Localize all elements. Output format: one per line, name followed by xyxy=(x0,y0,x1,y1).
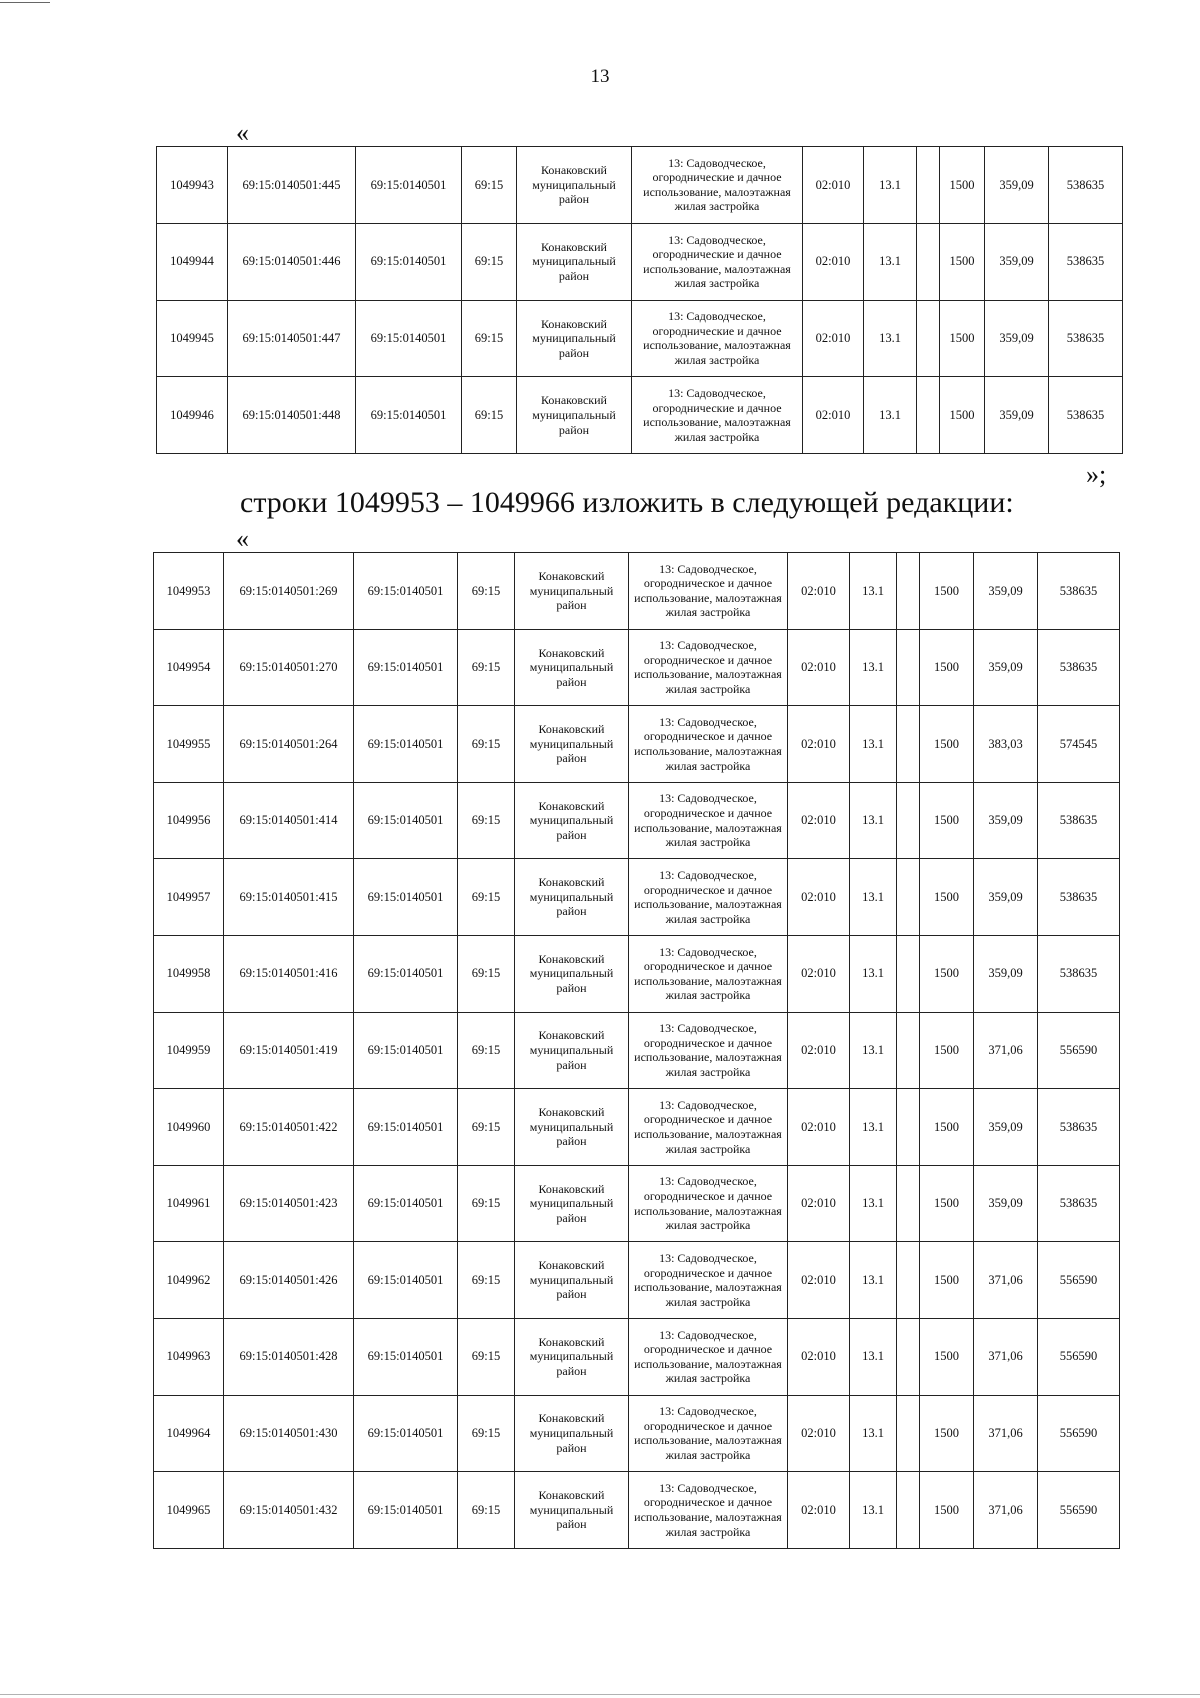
cadastral-value-cell: 538635 xyxy=(1038,553,1120,630)
table-row xyxy=(154,935,1120,1012)
cadastral-block-cell: 69:15:0140501 xyxy=(354,1395,458,1472)
municipality-cell: Конаковский муниципальный район xyxy=(515,1472,629,1549)
table-row xyxy=(154,706,1120,783)
municipality-cell: Конаковский муниципальный район xyxy=(515,1242,629,1319)
cadastral-number-cell: 69:15:0140501:269 xyxy=(224,553,354,630)
subgroup-cell: 13.1 xyxy=(850,1012,897,1089)
table-row xyxy=(154,1242,1120,1319)
area-cell: 1500 xyxy=(940,300,985,377)
table-row xyxy=(154,1089,1120,1166)
municipality-cell: Конаковский муниципальный район xyxy=(515,1165,629,1242)
valuation-group-cell: 02:010 xyxy=(803,300,864,377)
land-use-type-cell: 13: Садоводческое, огородническое и дачное использование, малоэтажная жилая застройка xyxy=(629,1165,788,1242)
subgroup-cell: 13.1 xyxy=(850,706,897,783)
page-number: 13 xyxy=(590,66,610,87)
cadastral-table-1 xyxy=(156,146,1123,454)
table-row xyxy=(154,1012,1120,1089)
cadastral-number-cell: 69:15:0140501:445 xyxy=(228,147,356,224)
row-number-cell: 1049964 xyxy=(154,1395,224,1472)
cadastral-value-cell: 556590 xyxy=(1038,1318,1120,1395)
municipality-cell: Конаковский муниципальный район xyxy=(515,629,629,706)
area-cell: 1500 xyxy=(920,1318,974,1395)
cadastral-value-cell: 538635 xyxy=(1038,782,1120,859)
municipality-cell: Конаковский муниципальный район xyxy=(515,1012,629,1089)
land-use-type-cell: 13: Садоводческое, огороднические и дачное использование, малоэтажная жилая застройка xyxy=(632,147,803,224)
table-row xyxy=(154,782,1120,859)
land-use-type-cell: 13: Садоводческое, огородническое и дачное использование, малоэтажная жилая застройка xyxy=(629,1089,788,1166)
cadastral-block-cell: 69:15:0140501 xyxy=(354,782,458,859)
cadastral-district-cell: 69:15 xyxy=(458,553,515,630)
row-number-cell: 1049954 xyxy=(154,629,224,706)
cadastral-value-cell: 556590 xyxy=(1038,1012,1120,1089)
subgroup-cell: 13.1 xyxy=(864,147,917,224)
municipality-cell: Конаковский муниципальный район xyxy=(515,1089,629,1166)
cadastral-block-cell: 69:15:0140501 xyxy=(354,706,458,783)
area-cell: 1500 xyxy=(920,706,974,783)
area-cell: 1500 xyxy=(920,629,974,706)
valuation-group-cell: 02:010 xyxy=(788,706,850,783)
specific-value-cell: 359,09 xyxy=(974,1165,1038,1242)
specific-value-cell: 371,06 xyxy=(974,1472,1038,1549)
subgroup-cell: 13.1 xyxy=(850,553,897,630)
scan-bottom-edge xyxy=(0,1694,1200,1695)
area-cell: 1500 xyxy=(920,553,974,630)
land-use-type-cell: 13: Садоводческое, огороднические и дачное использование, малоэтажная жилая застройка xyxy=(632,300,803,377)
area-cell: 1500 xyxy=(920,1165,974,1242)
cadastral-number-cell: 69:15:0140501:422 xyxy=(224,1089,354,1166)
valuation-group-cell: 02:010 xyxy=(788,935,850,1012)
cadastral-block-cell: 69:15:0140501 xyxy=(356,147,462,224)
subgroup-cell: 13.1 xyxy=(850,1395,897,1472)
subgroup-cell: 13.1 xyxy=(850,782,897,859)
subgroup-cell: 13.1 xyxy=(850,1318,897,1395)
municipality-cell: Конаковский муниципальный район xyxy=(515,1395,629,1472)
cadastral-block-cell: 69:15:0140501 xyxy=(354,629,458,706)
area-cell: 1500 xyxy=(940,223,985,300)
cadastral-number-cell: 69:15:0140501:430 xyxy=(224,1395,354,1472)
cadastral-value-cell: 556590 xyxy=(1038,1395,1120,1472)
opening-quote-1: « xyxy=(236,118,249,147)
cadastral-number-cell: 69:15:0140501:264 xyxy=(224,706,354,783)
area-cell: 1500 xyxy=(920,859,974,936)
cadastral-number-cell: 69:15:0140501:446 xyxy=(228,223,356,300)
cadastral-block-cell: 69:15:0140501 xyxy=(354,859,458,936)
row-number-cell: 1049956 xyxy=(154,782,224,859)
cadastral-district-cell: 69:15 xyxy=(458,1318,515,1395)
land-use-type-cell: 13: Садоводческое, огородническое и дачное использование, малоэтажная жилая застройка xyxy=(629,1395,788,1472)
area-cell: 1500 xyxy=(920,782,974,859)
cadastral-block-cell: 69:15:0140501 xyxy=(356,377,462,454)
cadastral-number-cell: 69:15:0140501:414 xyxy=(224,782,354,859)
specific-value-cell: 371,06 xyxy=(974,1242,1038,1319)
cadastral-number-cell: 69:15:0140501:423 xyxy=(224,1165,354,1242)
table-row xyxy=(157,300,1123,377)
area-cell: 1500 xyxy=(920,1089,974,1166)
valuation-group-cell: 02:010 xyxy=(788,1395,850,1472)
subgroup-cell: 13.1 xyxy=(850,1242,897,1319)
cadastral-table-2 xyxy=(153,552,1120,1549)
area-cell: 1500 xyxy=(920,1472,974,1549)
cadastral-block-cell: 69:15:0140501 xyxy=(354,1012,458,1089)
cadastral-district-cell: 69:15 xyxy=(458,1012,515,1089)
municipality-cell: Конаковский муниципальный район xyxy=(515,782,629,859)
cadastral-number-cell: 69:15:0140501:448 xyxy=(228,377,356,454)
row-number-cell: 1049960 xyxy=(154,1089,224,1166)
cadastral-district-cell: 69:15 xyxy=(458,782,515,859)
cadastral-district-cell: 69:15 xyxy=(462,147,517,224)
cadastral-block-cell: 69:15:0140501 xyxy=(354,553,458,630)
cadastral-district-cell: 69:15 xyxy=(458,1472,515,1549)
subgroup-cell: 13.1 xyxy=(850,859,897,936)
cadastral-block-cell: 69:15:0140501 xyxy=(354,1165,458,1242)
row-number-cell: 1049945 xyxy=(157,300,228,377)
cadastral-block-cell: 69:15:0140501 xyxy=(356,300,462,377)
subgroup-cell: 13.1 xyxy=(850,1165,897,1242)
valuation-group-cell: 02:010 xyxy=(788,1012,850,1089)
cadastral-number-cell: 69:15:0140501:416 xyxy=(224,935,354,1012)
blank-cell-cell xyxy=(917,300,940,377)
table-row xyxy=(154,1318,1120,1395)
row-number-cell: 1049944 xyxy=(157,223,228,300)
blank-cell-cell xyxy=(897,1242,920,1319)
specific-value-cell: 359,09 xyxy=(974,553,1038,630)
cadastral-district-cell: 69:15 xyxy=(458,1165,515,1242)
land-use-type-cell: 13: Садоводческое, огородническое и дачное использование, малоэтажная жилая застройка xyxy=(629,782,788,859)
cadastral-number-cell: 69:15:0140501:428 xyxy=(224,1318,354,1395)
valuation-group-cell: 02:010 xyxy=(788,1472,850,1549)
specific-value-cell: 359,09 xyxy=(985,147,1049,224)
land-use-type-cell: 13: Садоводческое, огородническое и дачное использование, малоэтажная жилая застройка xyxy=(629,859,788,936)
table1-body xyxy=(157,147,1123,454)
valuation-group-cell: 02:010 xyxy=(788,629,850,706)
cadastral-value-cell: 538635 xyxy=(1038,859,1120,936)
cadastral-number-cell: 69:15:0140501:415 xyxy=(224,859,354,936)
blank-cell-cell xyxy=(917,223,940,300)
specific-value-cell: 359,09 xyxy=(974,1089,1038,1166)
area-cell: 1500 xyxy=(920,1242,974,1319)
cadastral-district-cell: 69:15 xyxy=(458,1395,515,1472)
row-number-cell: 1049953 xyxy=(154,553,224,630)
cadastral-district-cell: 69:15 xyxy=(462,300,517,377)
valuation-group-cell: 02:010 xyxy=(788,1089,850,1166)
area-cell: 1500 xyxy=(940,377,985,454)
closing-quote: »; xyxy=(1086,460,1107,489)
specific-value-cell: 371,06 xyxy=(974,1012,1038,1089)
land-use-type-cell: 13: Садоводческое, огородническое и дачное использование, малоэтажная жилая застройка xyxy=(629,1242,788,1319)
cadastral-value-cell: 556590 xyxy=(1038,1242,1120,1319)
cadastral-number-cell: 69:15:0140501:270 xyxy=(224,629,354,706)
cadastral-block-cell: 69:15:0140501 xyxy=(354,1318,458,1395)
table-row xyxy=(154,629,1120,706)
cadastral-district-cell: 69:15 xyxy=(458,935,515,1012)
blank-cell-cell xyxy=(897,1318,920,1395)
table-row xyxy=(157,147,1123,224)
land-use-type-cell: 13: Садоводческое, огородническое и дачное использование, малоэтажная жилая застройка xyxy=(629,629,788,706)
blank-cell-cell xyxy=(897,859,920,936)
land-use-type-cell: 13: Садоводческое, огороднические и дачное использование, малоэтажная жилая застройка xyxy=(632,223,803,300)
municipality-cell: Конаковский муниципальный район xyxy=(515,706,629,783)
specific-value-cell: 371,06 xyxy=(974,1395,1038,1472)
cadastral-number-cell: 69:15:0140501:426 xyxy=(224,1242,354,1319)
cadastral-block-cell: 69:15:0140501 xyxy=(354,1089,458,1166)
table-row xyxy=(154,859,1120,936)
row-number-cell: 1049965 xyxy=(154,1472,224,1549)
specific-value-cell: 359,09 xyxy=(985,300,1049,377)
cadastral-district-cell: 69:15 xyxy=(458,859,515,936)
valuation-group-cell: 02:010 xyxy=(788,1318,850,1395)
cadastral-block-cell: 69:15:0140501 xyxy=(356,223,462,300)
row-number-cell: 1049946 xyxy=(157,377,228,454)
specific-value-cell: 359,09 xyxy=(985,223,1049,300)
subgroup-cell: 13.1 xyxy=(850,629,897,706)
land-use-type-cell: 13: Садоводческое, огородническое и дачное использование, малоэтажная жилая застройка xyxy=(629,935,788,1012)
cadastral-district-cell: 69:15 xyxy=(458,1089,515,1166)
blank-cell-cell xyxy=(897,1395,920,1472)
valuation-group-cell: 02:010 xyxy=(788,1165,850,1242)
table-row xyxy=(157,223,1123,300)
valuation-group-cell: 02:010 xyxy=(788,859,850,936)
row-number-cell: 1049955 xyxy=(154,706,224,783)
blank-cell-cell xyxy=(897,1165,920,1242)
specific-value-cell: 383,03 xyxy=(974,706,1038,783)
valuation-group-cell: 02:010 xyxy=(803,223,864,300)
cadastral-district-cell: 69:15 xyxy=(458,706,515,783)
valuation-group-cell: 02:010 xyxy=(803,377,864,454)
row-number-cell: 1049961 xyxy=(154,1165,224,1242)
table-row xyxy=(154,1472,1120,1549)
valuation-group-cell: 02:010 xyxy=(803,147,864,224)
cadastral-block-cell: 69:15:0140501 xyxy=(354,1472,458,1549)
blank-cell-cell xyxy=(897,1089,920,1166)
cadastral-district-cell: 69:15 xyxy=(462,377,517,454)
subgroup-cell: 13.1 xyxy=(864,377,917,454)
municipality-cell: Конаковский муниципальный район xyxy=(515,935,629,1012)
area-cell: 1500 xyxy=(940,147,985,224)
table-row xyxy=(154,1395,1120,1472)
row-number-cell: 1049963 xyxy=(154,1318,224,1395)
subgroup-cell: 13.1 xyxy=(864,300,917,377)
row-number-cell: 1049962 xyxy=(154,1242,224,1319)
row-number-cell: 1049958 xyxy=(154,935,224,1012)
blank-cell-cell xyxy=(897,706,920,783)
opening-quote-2: « xyxy=(236,524,249,553)
cadastral-block-cell: 69:15:0140501 xyxy=(354,935,458,1012)
instruction-heading: строки 1049953 – 1049966 изложить в следующей редакции: xyxy=(240,486,1014,519)
specific-value-cell: 359,09 xyxy=(985,377,1049,454)
cadastral-value-cell: 538635 xyxy=(1049,377,1123,454)
municipality-cell: Конаковский муниципальный район xyxy=(515,859,629,936)
row-number-cell: 1049943 xyxy=(157,147,228,224)
row-number-cell: 1049959 xyxy=(154,1012,224,1089)
land-use-type-cell: 13: Садоводческое, огородническое и дачное использование, малоэтажная жилая застройка xyxy=(629,706,788,783)
land-use-type-cell: 13: Садоводческое, огородническое и дачное использование, малоэтажная жилая застройка xyxy=(629,1472,788,1549)
municipality-cell: Конаковский муниципальный район xyxy=(517,377,632,454)
cadastral-district-cell: 69:15 xyxy=(458,629,515,706)
scan-edge-mark xyxy=(0,2,50,3)
municipality-cell: Конаковский муниципальный район xyxy=(515,1318,629,1395)
blank-cell-cell xyxy=(897,782,920,859)
subgroup-cell: 13.1 xyxy=(850,935,897,1012)
area-cell: 1500 xyxy=(920,1012,974,1089)
land-use-type-cell: 13: Садоводческое, огородническое и дачное использование, малоэтажная жилая застройка xyxy=(629,1012,788,1089)
table-row xyxy=(157,377,1123,454)
area-cell: 1500 xyxy=(920,935,974,1012)
municipality-cell: Конаковский муниципальный район xyxy=(517,223,632,300)
table-row xyxy=(154,1165,1120,1242)
valuation-group-cell: 02:010 xyxy=(788,553,850,630)
cadastral-block-cell: 69:15:0140501 xyxy=(354,1242,458,1319)
municipality-cell: Конаковский муниципальный район xyxy=(517,300,632,377)
cadastral-number-cell: 69:15:0140501:419 xyxy=(224,1012,354,1089)
cadastral-district-cell: 69:15 xyxy=(458,1242,515,1319)
blank-cell-cell xyxy=(897,629,920,706)
blank-cell-cell xyxy=(897,935,920,1012)
blank-cell-cell xyxy=(917,147,940,224)
subgroup-cell: 13.1 xyxy=(850,1472,897,1549)
row-number-cell: 1049957 xyxy=(154,859,224,936)
blank-cell-cell xyxy=(917,377,940,454)
blank-cell-cell xyxy=(897,553,920,630)
land-use-type-cell: 13: Садоводческое, огородническое и дачное использование, малоэтажная жилая застройка xyxy=(629,553,788,630)
cadastral-value-cell: 538635 xyxy=(1049,300,1123,377)
area-cell: 1500 xyxy=(920,1395,974,1472)
cadastral-number-cell: 69:15:0140501:447 xyxy=(228,300,356,377)
subgroup-cell: 13.1 xyxy=(864,223,917,300)
specific-value-cell: 359,09 xyxy=(974,859,1038,936)
valuation-group-cell: 02:010 xyxy=(788,782,850,859)
land-use-type-cell: 13: Садоводческое, огороднические и дачное использование, малоэтажная жилая застройка xyxy=(632,377,803,454)
specific-value-cell: 371,06 xyxy=(974,1318,1038,1395)
specific-value-cell: 359,09 xyxy=(974,629,1038,706)
subgroup-cell: 13.1 xyxy=(850,1089,897,1166)
cadastral-number-cell: 69:15:0140501:432 xyxy=(224,1472,354,1549)
cadastral-value-cell: 538635 xyxy=(1049,223,1123,300)
valuation-group-cell: 02:010 xyxy=(788,1242,850,1319)
specific-value-cell: 359,09 xyxy=(974,782,1038,859)
land-use-type-cell: 13: Садоводческое, огородническое и дачное использование, малоэтажная жилая застройка xyxy=(629,1318,788,1395)
cadastral-value-cell: 538635 xyxy=(1038,1089,1120,1166)
cadastral-value-cell: 574545 xyxy=(1038,706,1120,783)
table2-body xyxy=(154,553,1120,1549)
cadastral-value-cell: 538635 xyxy=(1038,629,1120,706)
cadastral-district-cell: 69:15 xyxy=(462,223,517,300)
municipality-cell: Конаковский муниципальный район xyxy=(515,553,629,630)
table-row xyxy=(154,553,1120,630)
blank-cell-cell xyxy=(897,1472,920,1549)
blank-cell-cell xyxy=(897,1012,920,1089)
cadastral-value-cell: 538635 xyxy=(1049,147,1123,224)
cadastral-value-cell: 538635 xyxy=(1038,1165,1120,1242)
specific-value-cell: 359,09 xyxy=(974,935,1038,1012)
municipality-cell: Конаковский муниципальный район xyxy=(517,147,632,224)
cadastral-value-cell: 538635 xyxy=(1038,935,1120,1012)
cadastral-value-cell: 556590 xyxy=(1038,1472,1120,1549)
